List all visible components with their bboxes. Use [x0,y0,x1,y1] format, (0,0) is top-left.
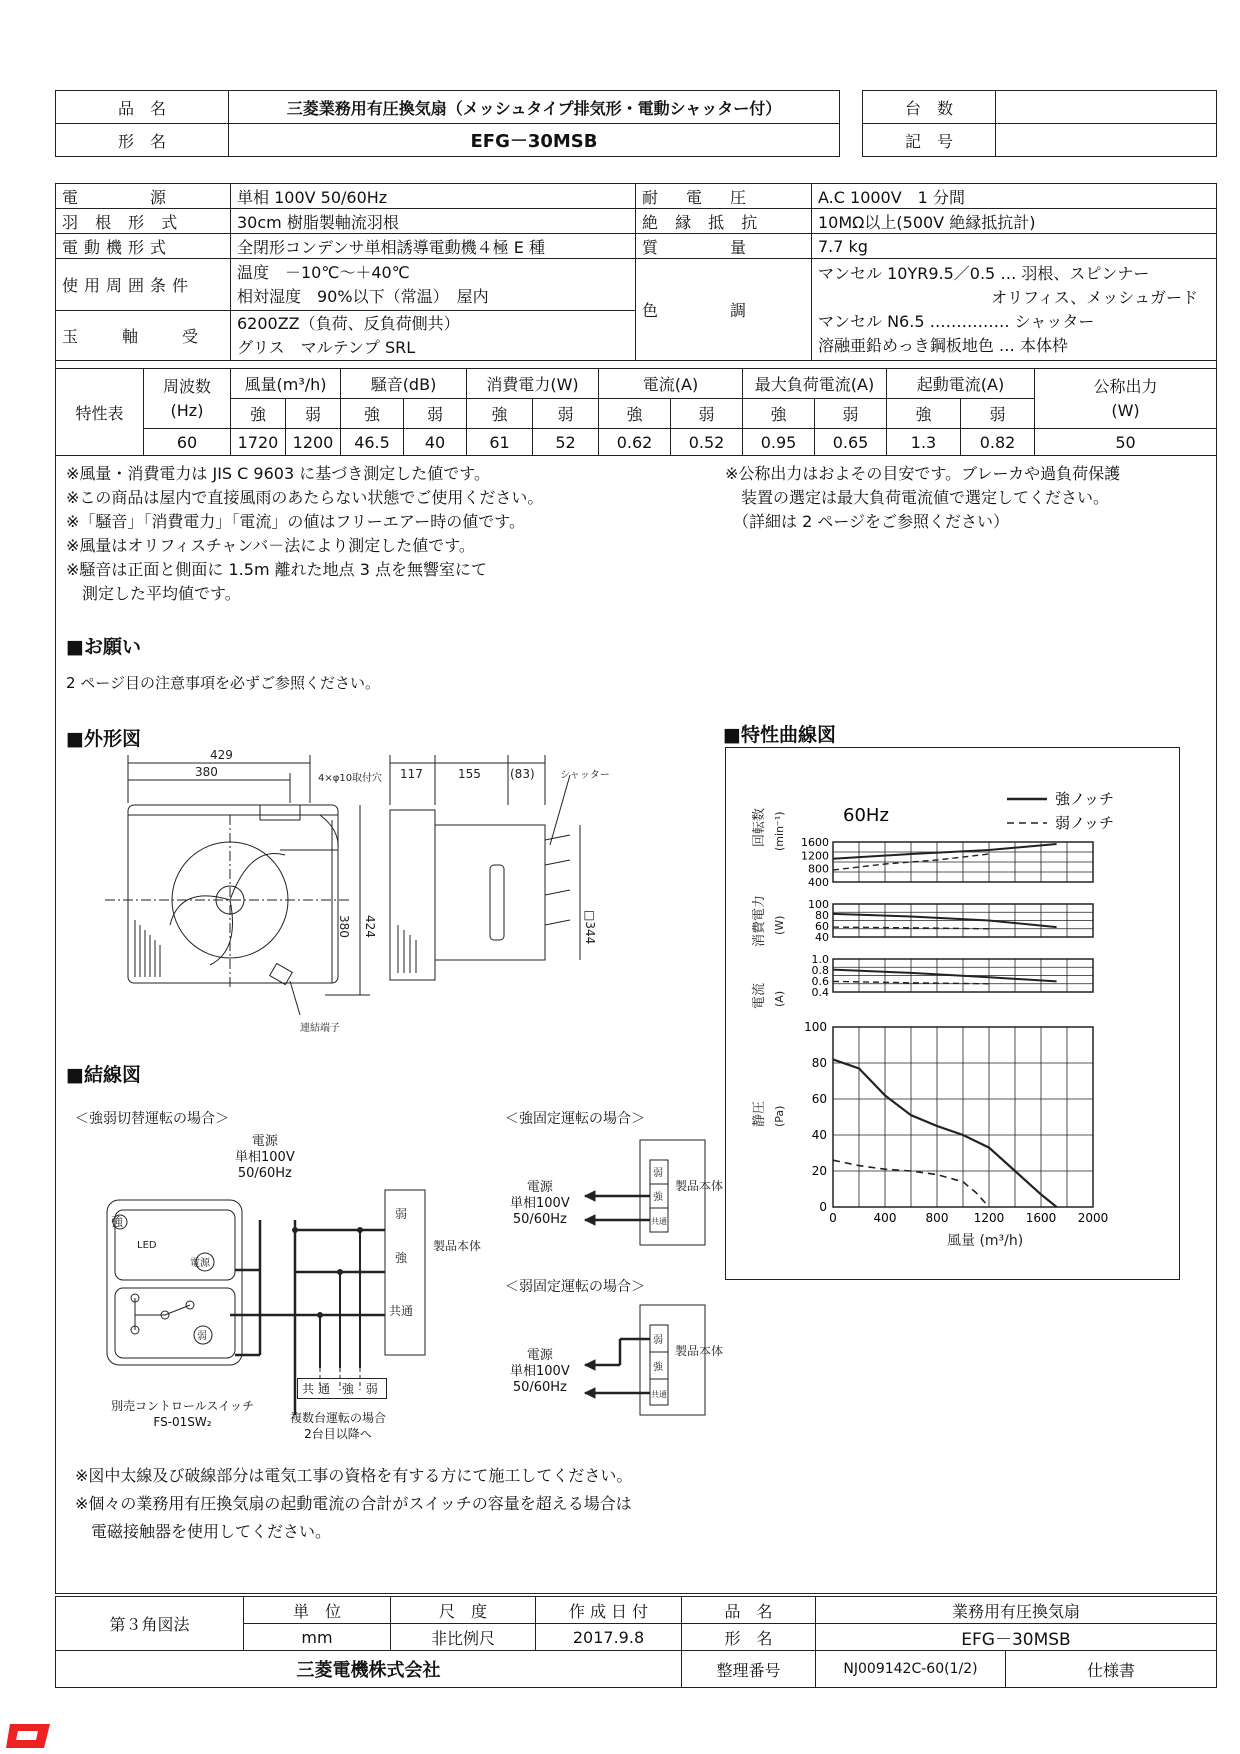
rpm-tick: 400 [808,876,829,889]
current-header: 電流(A) [599,369,743,399]
perf-cell: 1.3 [887,429,961,456]
seihin-label: 製品本体 [433,1239,482,1253]
note-line: ※「騒音」「消費電力」「電流」の値はフリーエアー時の値です。 [66,512,526,531]
hane-value: 30cm 樹脂製軸流羽根 [231,209,636,234]
series-strong-line [833,1059,1057,1207]
rpm-tick: 1200 [801,849,829,863]
katamei-value: EFG－30MSB [229,124,840,157]
rpm-tick: 800 [808,862,829,876]
perf-cell: 1720 [231,429,286,456]
multi-line2: 2台目以降へ [304,1427,372,1441]
side-view-body [390,810,435,980]
strong-cell: 強 [743,399,815,429]
power-tick: 80 [815,909,829,922]
scale-label: 尺 度 [391,1597,536,1624]
rpm-label: 回転数 [752,807,767,847]
power-tick: 100 [808,898,829,911]
strong-cell: 強 [341,399,404,429]
kyo-label: 強 [653,1192,663,1203]
noise-header: 騒音(dB) [341,369,467,399]
wiring-note-line: ※図中太線及び破線部分は電気工事の資格を有する方にて施工してください。 [75,1466,633,1485]
switch-name: 別売コントロールスイッチ [111,1399,254,1413]
footer-hinmei-label: 品 名 [682,1597,816,1624]
maxcurrent-header: 最大負荷電流(A) [743,369,887,399]
multi-kyotsu: 共通 [302,1382,335,1396]
color-line-1: マンセル 10YR9.5／0.5 … 羽根、スピンナー [818,263,1150,283]
header-table [55,90,840,157]
outline-drawing [100,745,660,1045]
wiring-note-line: ※個々の業務用有圧換気扇の起動電流の合計がスイッチの容量を超える場合は [75,1494,632,1513]
daisu-value[interactable] [996,91,1217,124]
x-tick: 2000 [1077,1211,1109,1225]
sp-tick: 20 [811,1164,827,1178]
notes-right [725,462,1205,534]
dengen-value: 単相 100V 50/60Hz [231,184,636,209]
dim-holes: 4×φ10取付穴 [318,773,383,784]
dim-424: 424 [363,915,377,938]
unit-label: 単 位 [244,1597,391,1624]
x-axis-label: 風量 (m³/h) [947,1233,1024,1249]
logo-icon [4,1720,56,1752]
sp-tick: 100 [804,1020,827,1034]
note-line: （詳細は 2 ページをご参照ください） [725,512,1010,531]
curve-chart [725,747,1180,1280]
multi-kyo: 強 [341,1382,358,1396]
freq-label: 周波数 [162,376,211,396]
strong-cell: 強 [467,399,533,429]
power-voltage: 単相100V [510,1364,570,1379]
kigou-value[interactable] [996,124,1217,157]
jaku-label: 弱 [653,1335,663,1346]
wiring-note-line: 電磁接触器を使用してください。 [75,1522,332,1541]
perf-cell: 50 [1035,429,1217,456]
note-line: 装置の選定は最大負荷電流値で選定してください。 [725,488,1110,507]
wiring-title: ■結線図 [66,1064,141,1086]
rpm-unit: (min⁻¹) [773,811,786,851]
weak-cell: 弱 [533,399,599,429]
note-line: ※騒音は正面と側面に 1.5m 離れた地点 3 点を無響室にて [66,560,487,579]
perf-cell: 0.95 [743,429,815,456]
motor-label: 電動機形式 [56,234,231,259]
count-table [862,90,1217,157]
power-source-main [235,1134,295,1182]
current-label: 電流 [752,982,767,1009]
insul-label: 絶 縁 抵 抗 [636,209,812,234]
perf-cell: 0.62 [599,429,671,456]
kyotsu-label: 共通 [651,1217,667,1226]
sp-tick: 60 [811,1092,827,1106]
note-line: ※風量はオリフィスチャンバ－法により測定した値です。 [66,536,475,555]
perf-cell: 0.52 [671,429,743,456]
mass-label: 質 量 [636,234,812,259]
perf-table [55,368,1217,456]
wiring-diagram-main [95,1180,482,1370]
power-source-strong [510,1180,570,1228]
curve-title: ■特性曲線図 [723,724,836,746]
sp-tick: 0 [819,1200,827,1214]
power-label: 電源 [526,1180,553,1195]
note-line: ※公称出力はおよその目安です。ブレーカや過負荷保護 [725,464,1121,483]
onegai-title: ■お願い [66,636,141,658]
sp-label: 静圧 [752,1100,767,1127]
weak-cell: 弱 [815,399,887,429]
dengen-label: 電 源 [56,184,231,209]
x-tick: 800 [925,1211,949,1225]
perf-cell: 40 [404,429,467,456]
power-label: 電源 [526,1348,553,1363]
weak-cell: 弱 [404,399,467,429]
motor-value: 全閉形コンデンサ単相誘導電動機４極 E 種 [231,234,636,259]
dim-380: 380 [195,765,218,779]
env-value-1: 温度 －10℃～＋40℃ [237,262,410,282]
kyo-label: 強 [395,1251,408,1265]
output-unit: (W) [1111,400,1140,420]
multi-jaku: 弱 [365,1382,382,1396]
color-line-2: オリフィス、メッシュガード [991,287,1198,307]
rpm-strong-line [833,844,1057,859]
bearing-value-1: 6200ZZ（負荷、反負荷側共） [237,313,460,333]
multi-terminal-box [297,1378,387,1399]
unit-value: mm [244,1624,391,1651]
startcurrent-header: 起動電流(A) [887,369,1035,399]
dim-380v: 380 [337,915,351,938]
power-source-weak [510,1348,570,1396]
wiring-sub1: ＜強弱切替運転の場合＞ [75,1111,229,1127]
jaku-terminal: 弱 [197,1331,207,1342]
dim-83: (83) [510,767,535,781]
note-line: 測定した平均値です。 [66,584,241,603]
switch-caption [95,1398,270,1430]
power-header: 消費電力(W) [467,369,599,399]
jaku-label: 弱 [653,1168,663,1179]
kyotsu-label: 共通 [389,1304,414,1318]
date-value: 2017.9.8 [536,1624,682,1651]
bearing-label: 玉 軸 受 [56,311,231,361]
seiri-value: NJ009142C-60(1/2) [816,1651,1006,1688]
spec-table [55,183,1217,361]
bearing-value-2: グリス マルテンプ SRL [237,337,416,357]
weak-cell: 弱 [961,399,1035,429]
doc-type: 仕様書 [1006,1651,1217,1688]
kyo-label: 強 [653,1362,663,1373]
current-tick: 0.6 [811,975,829,988]
seihin-label: 製品本体 [675,1344,724,1358]
daisu-label: 台 数 [863,91,996,124]
dim-shutter: シャッター [560,770,610,781]
wiring-sub3: ＜弱固定運転の場合＞ [505,1279,645,1295]
dim-155: 155 [458,767,481,781]
strong-cell: 強 [599,399,671,429]
date-label: 作 成 日 付 [536,1597,682,1624]
x-tick: 1600 [1025,1211,1057,1225]
weak-cell: 弱 [671,399,743,429]
kigou-label: 記 号 [863,124,996,157]
current-tick: 0.4 [811,986,829,999]
power-unit: (W) [773,915,786,935]
wiring-diagram-strong [580,1140,724,1250]
dim-429: 429 [210,748,233,762]
projection: 第３角図法 [56,1597,244,1651]
power-voltage: 単相100V [235,1150,295,1165]
kyotsu-label: 共通 [651,1390,667,1399]
mass-value: 7.7 kg [812,234,1217,259]
output-header: 公称出力 [1093,376,1158,396]
switch-box [107,1200,242,1365]
current-tick: 0.8 [811,964,829,977]
multi-caption [278,1410,398,1442]
voltage-label: 耐 電 圧 [636,184,812,209]
wiring-notes [75,1462,632,1546]
strong-cell: 強 [887,399,961,429]
footer-hinmei-value: 業務用有圧換気扇 [816,1597,1217,1624]
color-line-4: 溶融亜鉛めっき鋼板地色 … 本体枠 [818,335,1069,355]
led-label: LED [137,1240,157,1251]
x-tick: 400 [873,1211,897,1225]
power-tick: 60 [815,920,829,933]
strong-cell: 強 [231,399,286,429]
current-tick: 1.0 [811,953,829,966]
x-tick: 1200 [973,1211,1005,1225]
curve-freq: 60Hz [843,805,889,826]
dengen-terminal: 電源 [190,1258,210,1269]
seiri-label: 整理番号 [682,1651,816,1688]
perf-cell: 52 [533,429,599,456]
insul-value: 10MΩ以上(500V 絶縁抵抗計) [812,209,1217,234]
env-value-2: 相対湿度 90%以下（常温） 屋内 [237,286,489,306]
footer-table [55,1596,1217,1688]
multi-line1: 複数台運転の場合 [289,1411,386,1425]
footer-katamei-label: 形 名 [682,1624,816,1651]
hinmei-label: 品 名 [56,91,229,124]
wiring-sub2: ＜強固定運転の場合＞ [505,1111,645,1127]
note-line: ※この商品は屋内で直接風雨のあたらない状態でご使用ください。 [66,488,544,507]
perf-row [56,429,1217,456]
legend-weak: 弱ノッチ [1055,814,1114,832]
power-freq: 50/60Hz [237,1166,292,1181]
note-line: ※風量・消費電力は JIS C 9603 に基づき測定した値です。 [66,464,490,483]
perf-cell: 60 [144,429,231,456]
perf-cell: 0.82 [961,429,1035,456]
scale-value: 非比例尺 [391,1624,536,1651]
dim-344: □344 [583,910,597,945]
sp-unit: (Pa) [773,1105,786,1127]
seihin-label: 製品本体 [675,1179,724,1193]
legend-strong: 強ノッチ [1055,790,1114,808]
wiring-diagram-weak [580,1305,724,1420]
perf-cell: 1200 [286,429,341,456]
kyo-terminal: 強 [111,1215,124,1229]
company-name: 三菱電機株式会社 [56,1651,682,1688]
power-tick: 40 [815,931,829,944]
current-unit: (A) [773,990,786,1007]
x-tick: 0 [829,1211,837,1225]
dim-terminal: 連結端子 [300,1023,340,1034]
power-label: 消費電力 [752,894,767,947]
weak-cell: 弱 [286,399,341,429]
rpm-tick: 1600 [801,836,829,849]
power-voltage: 単相100V [510,1196,570,1211]
onegai-text: 2 ページ目の注意事項を必ずご参照ください。 [66,674,381,692]
notes-left [66,462,706,606]
power-freq: 50/60Hz [512,1380,567,1395]
airflow-header: 風量(m³/h) [231,369,341,399]
color-label: 色 調 [636,259,812,361]
perf-label: 特性表 [56,369,144,456]
sp-tick: 80 [811,1056,827,1070]
color-line-3: マンセル N6.5 …………… シャッター [818,311,1095,331]
voltage-value: A.C 1000V 1 分間 [812,184,1217,209]
hinmei-value: 三菱業務用有圧換気扇（メッシュタイプ排気形・電動シャッター付） [229,91,840,124]
power-label: 電源 [251,1134,278,1149]
freq-unit: (Hz) [170,400,204,420]
jaku-label: 弱 [395,1207,408,1221]
env-label: 使用周囲条件 [56,259,231,311]
outline-title: ■外形図 [66,728,141,750]
power-freq: 50/60Hz [512,1212,567,1227]
perf-cell: 61 [467,429,533,456]
switch-model: FS-01SW₂ [153,1415,212,1429]
perf-cell: 46.5 [341,429,404,456]
dim-117: 117 [400,767,423,781]
sp-tick: 40 [811,1128,827,1142]
perf-cell: 0.65 [815,429,887,456]
footer-katamei-value: EFG－30MSB [816,1624,1217,1651]
hane-label: 羽 根 形 式 [56,209,231,234]
katamei-label: 形 名 [56,124,229,157]
